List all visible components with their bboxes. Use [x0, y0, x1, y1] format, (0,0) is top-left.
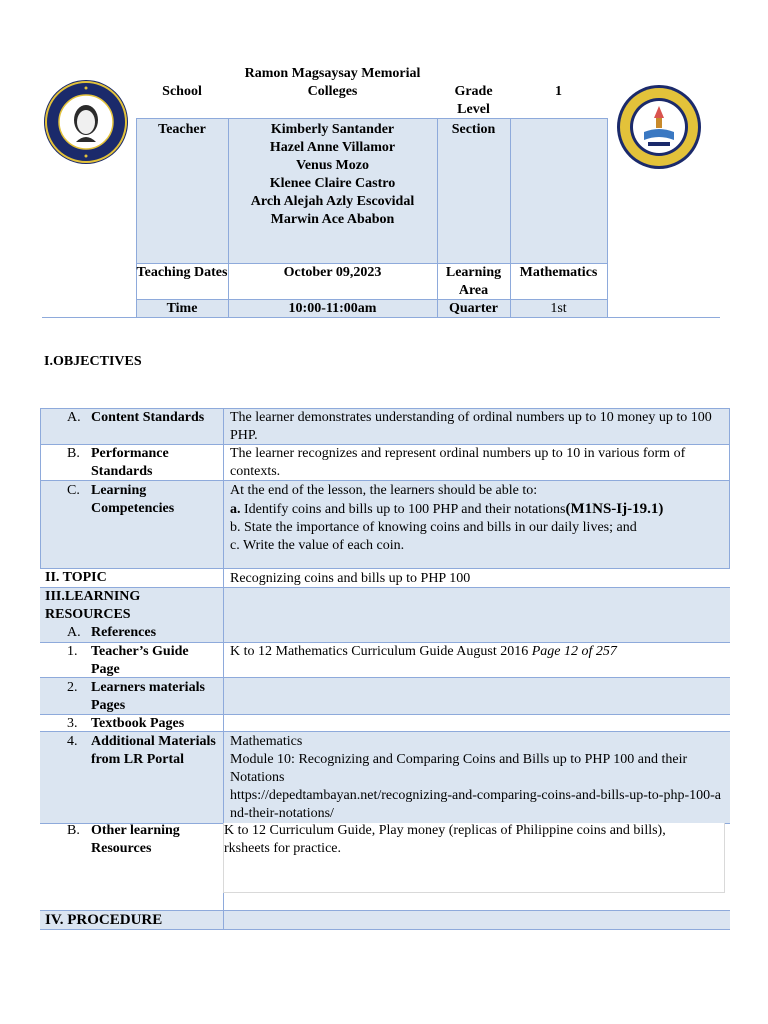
resource-label: Learners materials Pages: [91, 680, 205, 713]
other-resources-text: K to 12 Curriculum Guide, Play money (replicas of Philippine coins and bills), rksheets for practice.: [224, 823, 666, 856]
objective-text: The learner demonstrates understanding of ordinal numbers up to 10 money up to 100 PHP.: [230, 410, 712, 443]
resource-label: Additional Materials from LR Portal: [91, 734, 216, 767]
resource-letter: B.: [67, 823, 80, 838]
college-seal-right: [616, 84, 702, 170]
resource-number: 2.: [67, 680, 78, 695]
references-letter: A.: [67, 625, 81, 640]
competency-text: Identify coins and bills up to 100 PHP and their notations: [240, 502, 566, 517]
competency-letter: a.: [230, 502, 241, 517]
resource-label: Textbook Pages: [91, 716, 185, 731]
objective-text: The learner recognizes and represent ordinal numbers up to 10 in various form of contexts.: [230, 446, 686, 479]
competencies-list: [230, 482, 726, 555]
procedure-label: IV. PROCEDURE: [45, 912, 163, 928]
teacher-list: [228, 121, 437, 229]
time-value: 10:00-11:00am: [288, 301, 377, 316]
objective-letter: C.: [67, 483, 80, 498]
dates-label: Teaching Dates: [136, 265, 228, 280]
school-label: School: [162, 84, 202, 99]
objective-letter: A.: [67, 410, 81, 425]
area-value: Mathematics: [519, 265, 598, 280]
additional-material-link[interactable]: https://depedtambayan.net/recognizing-and-comparing-coins-and-bills-up-to-php-100-and-their-notations/: [230, 788, 722, 821]
additional-material-line: Mathematics: [230, 734, 303, 749]
competencies-intro: At the end of the lesson, the learners should be able to:: [230, 483, 538, 498]
additional-materials-list: [230, 733, 724, 823]
quarter-label: Quarter: [449, 301, 498, 316]
area-label: Learning Area: [445, 265, 502, 298]
teacher-label: Teacher: [158, 122, 206, 137]
teacher-name: Hazel Anne Villamor: [269, 140, 396, 155]
resource-number: 4.: [67, 734, 78, 749]
objectives-heading: I.OBJECTIVES: [44, 354, 142, 369]
grade-label: Grade Level: [454, 84, 493, 117]
section-label: Section: [451, 122, 496, 137]
resources-label: III.LEARNING RESOURCES: [45, 589, 141, 622]
objective-letter: B.: [67, 446, 80, 461]
resource-text-page: Page 12 of 257: [531, 644, 617, 659]
resource-text: [230, 643, 726, 661]
competency-code: (M1NS-Ij-19.1): [565, 501, 664, 517]
objective-label: Content Standards: [91, 410, 205, 425]
time-label: Time: [166, 301, 198, 316]
competency-item-c: c. Write the value of each coin.: [230, 538, 405, 553]
teacher-name: Arch Alejah Azly Escovidal: [250, 194, 415, 209]
resource-number: 1.: [67, 644, 78, 659]
resource-label: Teacher’s Guide Page: [91, 644, 189, 677]
resource-label: Other learning Resources: [91, 823, 180, 856]
competency-item-a: [230, 500, 726, 519]
topic-label: II. TOPIC: [45, 570, 107, 585]
objective-label: Learning Competencies: [91, 483, 175, 516]
school-value: Ramon Magsaysay Memorial Colleges: [244, 66, 421, 99]
teacher-name: Kimberly Santander: [270, 122, 395, 137]
teacher-name: Venus Mozo: [296, 158, 369, 173]
additional-material-line: Module 10: Recognizing and Comparing Coins and Bills up to PHP 100 and their Notations: [230, 752, 688, 785]
school-seal-graphic: [44, 80, 128, 164]
references-label: References: [91, 625, 157, 640]
resource-number: 3.: [67, 716, 78, 731]
dates-value: October 09,2023: [283, 265, 382, 280]
topic-text: Recognizing coins and bills up to PHP 100: [230, 571, 471, 586]
college-seal-graphic: [616, 84, 702, 170]
competency-item-b: b. State the importance of knowing coins and bills in our daily lives; and: [230, 520, 637, 535]
teacher-name: Marwin Ace Ababon: [270, 212, 395, 227]
grade-value: 1: [555, 84, 562, 99]
resource-text-main: K to 12 Mathematics Curriculum Guide August 2016: [230, 644, 532, 659]
quarter-value: 1st: [550, 301, 567, 316]
objective-label: Performance Standards: [91, 446, 169, 479]
teacher-name: Klenee Claire Castro: [269, 176, 396, 191]
school-seal-left: [44, 80, 128, 164]
